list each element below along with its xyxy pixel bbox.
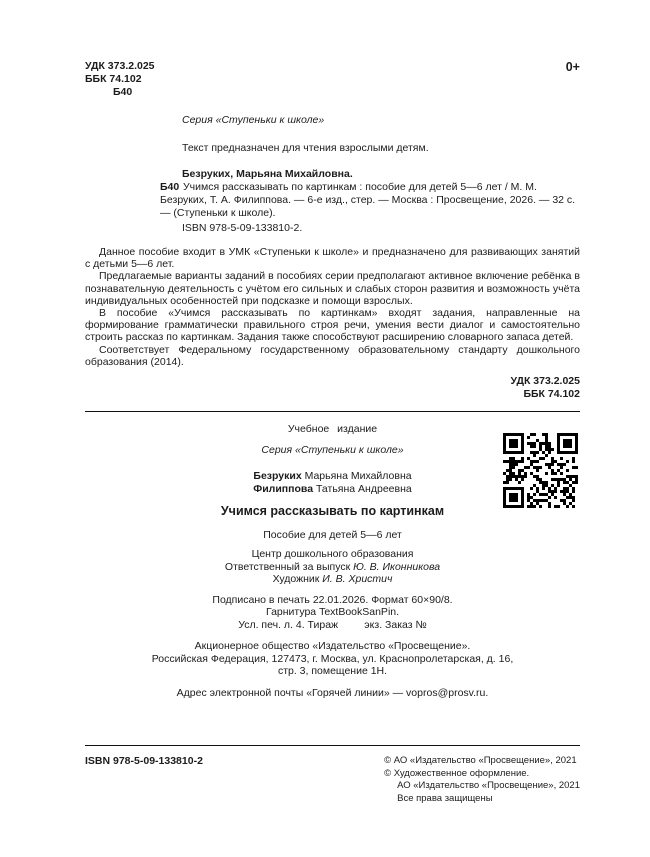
annotation-paragraph: Предлагаемые варианты заданий в пособиях серии предполагают активное включение ребёнка в познавательную деятельность с учётом его сильных и слабых сторон развития и возможность учёта индивидуальных особенностей при подсказке и помощи взрослых. bbox=[85, 270, 580, 307]
artist-name: И. В. Христич bbox=[322, 573, 393, 586]
author-surname: Безруких bbox=[253, 470, 302, 483]
bib-description-text: Учимся рассказывать по картинкам : пособие для детей 5—6 лет / М. М. Безруких, Т. А. Филиппова. — 6-е изд., стер. — Москва : Просвещение, 2026. — 32 с. — (Ступеньки к школе). bbox=[160, 181, 576, 219]
responsible-label: Ответственный за выпуск bbox=[224, 560, 354, 573]
author-sign-code: Б40 bbox=[113, 86, 133, 98]
bib-isbn: ISBN 978-5-09-133810-2. bbox=[182, 222, 303, 234]
top-codes-row bbox=[85, 60, 580, 99]
edition-type: Учебное издание bbox=[287, 423, 378, 436]
copyright-line: © Художественное оформление. bbox=[384, 767, 530, 779]
hotline-email-line: Адрес электронной почты «Горячей линии» — vopros@prosv.ru. bbox=[176, 686, 489, 699]
imprint-series: Серия «Ступеньки к школе» bbox=[261, 443, 404, 456]
annotation-paragraph: В пособие «Учимся рассказывать по картинкам» входят задания, направленные на формирование грамматически правильного строя речи, умения вести диалог и самостоятельно строить рассказ по картинкам. Задания также способствуют расширению словарного запаса детей. bbox=[85, 307, 580, 344]
copyright-line: © АО «Издательство «Просвещение», 2021 bbox=[384, 755, 577, 766]
author-surname: Филиппова bbox=[253, 482, 314, 495]
copyright-line: АО «Издательство «Просвещение», 2021 bbox=[397, 780, 580, 791]
print-date-line: Подписано в печать 22.01.2026. Формат 60×90/8. bbox=[212, 593, 453, 606]
artist-label: Художник bbox=[272, 573, 323, 586]
annotation-paragraph: Соответствует Федеральному государственному образовательному стандарту дошкольного образования (2014). bbox=[85, 343, 580, 368]
publisher-address-2: стр. 3, помещение 1Н. bbox=[277, 665, 388, 678]
artist-line bbox=[85, 573, 580, 586]
series-title: Серия «Ступеньки к школе» bbox=[182, 114, 325, 126]
age-rating-badge: 0+ bbox=[565, 60, 580, 74]
section-divider bbox=[85, 411, 580, 412]
qr-code bbox=[503, 433, 578, 508]
page-footer bbox=[85, 745, 580, 805]
responsible-name: Ю. В. Иконникова bbox=[353, 560, 441, 573]
footer-isbn: ISBN 978-5-09-133810-2 bbox=[85, 755, 203, 767]
publisher-line: Акционерное общество «Издательство «Просвещение». bbox=[194, 640, 471, 653]
typeface-line: Гарнитура TextBookSanPin. bbox=[265, 606, 400, 619]
annotation bbox=[85, 246, 580, 368]
book-title: Учимся рассказывать по картинкам bbox=[220, 504, 445, 519]
udk-code-right: УДК 373.2.025 bbox=[510, 375, 580, 388]
classification-codes-right bbox=[85, 375, 580, 401]
classification-codes bbox=[85, 60, 155, 99]
udk-code: УДК 373.2.025 bbox=[85, 60, 155, 72]
responsible-line bbox=[85, 561, 580, 574]
copyright-line: Все права защищены bbox=[397, 792, 493, 804]
author-given-names: Марьяна Михайловна bbox=[301, 470, 412, 483]
bib-margin-code: Б40 bbox=[160, 181, 180, 193]
annotation-paragraph: Данное пособие входит в УМК «Ступеньки к школе» и предназначено для развивающих занятий с детьми 5—6 лет. bbox=[85, 246, 580, 271]
department-line: Центр дошкольного образования bbox=[251, 548, 414, 561]
bib-author: Безруких, Марьяна Михайловна. bbox=[182, 168, 353, 180]
audience-note: Текст предназначен для чтения взрослыми детям. bbox=[182, 142, 429, 154]
bbk-code-right: ББК 74.102 bbox=[523, 388, 580, 401]
bib-description bbox=[160, 181, 580, 220]
bbk-code: ББК 74.102 bbox=[85, 73, 142, 85]
bibliographic-entry bbox=[160, 168, 580, 235]
publisher-address-1: Российская Федерация, 127473, г. Москва, ул. Краснопролетарская, д. 16, bbox=[151, 652, 514, 665]
imprint-section bbox=[85, 423, 580, 699]
author-given-names: Татьяна Андреевна bbox=[313, 482, 412, 495]
copyright-block bbox=[384, 755, 580, 805]
book-subtitle: Пособие для детей 5—6 лет bbox=[263, 528, 402, 541]
print-run-line: Усл. печ. л. 4. Тираж экз. Заказ № bbox=[238, 618, 427, 631]
